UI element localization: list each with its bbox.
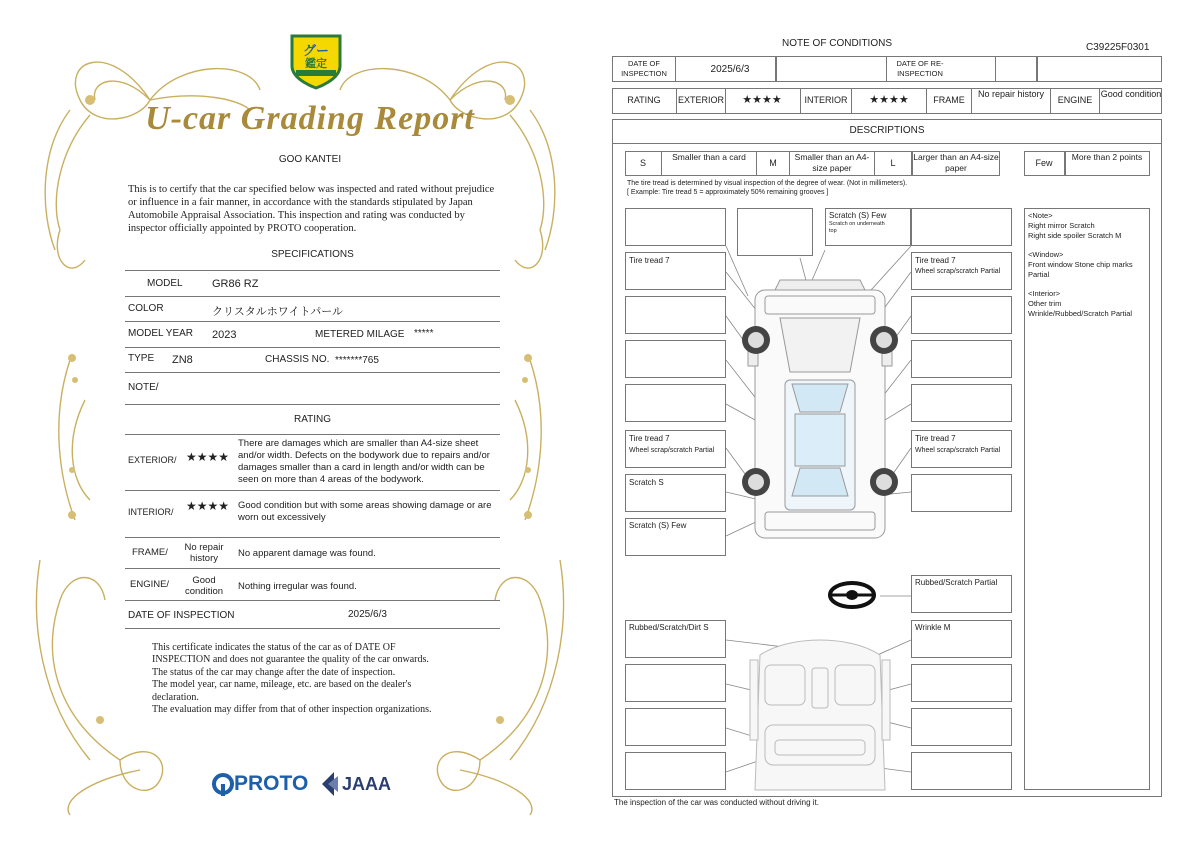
exterior-desc: There are damages which are smaller than A4-size sheet and/or width. Defects on the bodywork due to repairs and/or damages smaller than a card in length and/or width can be seen on more than 4 areas of the bodywork. <box>238 438 490 485</box>
box-int-l1 <box>625 664 726 702</box>
noc-footer: The inspection of the car was conducted without driving it. <box>614 798 819 807</box>
doi-label: DATE OF INSPECTION <box>128 610 235 621</box>
exterior-stars: ★★★★ <box>742 94 782 106</box>
proto-logo <box>212 770 322 798</box>
engine-label: ENGINE/ <box>130 579 170 590</box>
mileage-value: ***** <box>414 328 434 339</box>
frame-value: No repair history <box>184 542 224 564</box>
mileage-label: METERED MILAGE <box>315 329 405 340</box>
footer-disclaimer <box>152 642 482 716</box>
certify-text: This is to certify that the car specified below was inspected and rated without prejudice or influence in a fair manner, in accordance with the standards stipulated by Japan Automobile Appraisal Association. This inspection and rating was conducted by inspector officially appointed by PROTO cooperation. <box>128 184 495 234</box>
frame-desc: No apparent damage was found. <box>238 548 376 559</box>
engine-value: Good condition <box>1100 89 1162 99</box>
tire-note-1: The tire tread is determined by visual inspection of the degree of wear. (Not in millimeters). <box>627 180 908 187</box>
interior-stars: ★★★★ <box>186 499 230 513</box>
box-roof-top-text: Scratch (S) Few <box>829 211 887 220</box>
reinsp-label: DATE OF RE-INSPECTION <box>896 59 944 78</box>
noc-title: NOTE OF CONDITIONS <box>782 38 892 49</box>
box-int-l3 <box>625 752 726 790</box>
note-line: Other trim <box>1028 299 1062 308</box>
note-heading: <Window> <box>1028 250 1064 259</box>
jaaa-logo-text: JAAA <box>342 774 392 794</box>
notes-text <box>1028 211 1148 319</box>
noc-code: C39225F0301 <box>1086 42 1150 53</box>
box-dash-text: Rubbed/Scratch/Dirt S <box>629 623 709 632</box>
desc-heading: DESCRIPTIONS <box>849 125 925 136</box>
box-left-3 <box>625 296 726 334</box>
box-front-left-top <box>625 208 726 246</box>
interior-label: INTERIOR/ <box>128 507 174 517</box>
model-year-label: MODEL YEAR <box>128 328 194 339</box>
rating-label: RATING <box>627 95 661 105</box>
legend-value: More than 2 points <box>1071 152 1143 162</box>
chassis-label: CHASSIS NO. <box>265 354 330 365</box>
box-int-r1 <box>911 664 1012 702</box>
color-value: クリスタルホワイトパール <box>212 306 344 318</box>
color-label: COLOR <box>128 303 164 314</box>
model-year-value: 2023 <box>212 329 237 341</box>
tire-note-2: [ Example: Tire tread 5 = approximately 50% remaining grooves ] <box>627 189 829 196</box>
footer-line: The evaluation may differ from that of other inspection organizations. <box>152 704 432 716</box>
badge-top-text: グー <box>302 43 329 58</box>
proto-logo-text: PROTO <box>234 772 309 795</box>
box-right-rear <box>911 474 1012 512</box>
frame-value: No repair history <box>977 89 1045 99</box>
legend-key: S <box>639 158 646 168</box>
box-tire-rr-text: Tire tread 7 <box>915 434 956 443</box>
report-subtitle: GOO KANTEI <box>278 154 342 165</box>
box-int-r2 <box>911 708 1012 746</box>
goo-kantei-badge <box>288 30 344 90</box>
note-heading: <Note> <box>1028 211 1053 220</box>
spec-heading: SPECIFICATIONS <box>271 249 354 260</box>
badge-bottom-text: 鑑定 <box>305 58 327 70</box>
box-seat-r-text: Wrinkle M <box>915 623 951 632</box>
model-value: GR86 RZ <box>212 278 259 290</box>
note-line: Right mirror Scratch <box>1028 221 1095 230</box>
note-label: NOTE/ <box>128 382 159 393</box>
footer-line: declaration. <box>152 691 199 703</box>
footer-line: The model year, car name, mileage, etc. are based on the dealer's <box>152 679 412 691</box>
engine-label: ENGINE <box>1057 95 1093 105</box>
legend-value: Smaller than an A4-size paper <box>794 152 870 173</box>
box-left-4 <box>625 340 726 378</box>
doi-value: 2025/6/3 <box>710 64 750 75</box>
note-line: Right side spoiler Scratch M <box>1028 231 1122 240</box>
box-right-3 <box>911 296 1012 334</box>
rating-heading: RATING <box>293 414 332 425</box>
legend-key: Few <box>1035 158 1053 168</box>
exterior-label: EXTERIOR <box>677 95 724 105</box>
interior-label: INTERIOR <box>804 95 848 105</box>
footer-line: The status of the car may change after the date of inspection. <box>152 666 396 678</box>
footer-line: INSPECTION and does not guarantee the quality of the car onwards. <box>152 654 429 666</box>
frame-label: FRAME/ <box>132 547 168 558</box>
legend-value: Larger than an A4-size paper <box>913 152 999 173</box>
type-label: TYPE <box>128 353 155 364</box>
box-rear-s-text: Scratch S <box>629 478 664 487</box>
legend-key: M <box>769 158 777 168</box>
box-rear-few-text: Scratch (S) Few <box>629 521 687 530</box>
report-script-title: U-car Grading Report <box>145 100 475 137</box>
proto-mark-icon <box>212 772 234 796</box>
model-label: MODEL <box>147 278 183 289</box>
interior-stars: ★★★★ <box>869 94 909 106</box>
exterior-stars: ★★★★ <box>186 450 230 464</box>
box-steering-text: Rubbed/Scratch Partial <box>915 578 998 587</box>
doi-label: DATE OF INSPECTION <box>621 59 667 78</box>
note-line: Wrinkle/Rubbed/Scratch Partial <box>1028 309 1133 318</box>
box-tire-rl-sub: Wheel scrap/scratch Partial <box>629 447 715 454</box>
jaaa-logo <box>320 770 400 798</box>
box-tire-rr-sub: Wheel scrap/scratch Partial <box>915 447 1001 454</box>
box-front-right-top <box>911 208 1012 246</box>
chassis-value: *******765 <box>335 355 379 366</box>
frame-label: FRAME <box>933 95 965 105</box>
jaaa-mark-icon <box>320 771 340 797</box>
footer-line: This certificate indicates the status of the car as of DATE OF <box>152 642 396 653</box>
box-front-mid <box>737 208 813 256</box>
box-right-5 <box>911 384 1012 422</box>
steering-wheel-icon <box>830 583 874 607</box>
box-int-r3 <box>911 752 1012 790</box>
box-tire-fl-text: Tire tread 7 <box>629 256 670 265</box>
doi-value: 2025/6/3 <box>348 609 387 620</box>
box-left-5 <box>625 384 726 422</box>
legend-value: Smaller than a card <box>672 152 746 162</box>
engine-value: Good condition <box>184 575 224 597</box>
exterior-label: EXTERIOR/ <box>128 455 177 465</box>
interior-desc: Good condition but with some areas showing damage or are worn out excessively <box>238 500 492 523</box>
box-roof-top-sub: Scratch on underneath top <box>829 221 885 234</box>
note-heading: <Interior> <box>1028 289 1061 298</box>
box-right-4 <box>911 340 1012 378</box>
note-of-conditions <box>600 0 1200 848</box>
box-tire-rl-text: Tire tread 7 <box>629 434 670 443</box>
legend-key: L <box>890 158 896 168</box>
box-int-l2 <box>625 708 726 746</box>
engine-desc: Nothing irregular was found. <box>238 581 357 592</box>
box-tire-fr-text: Tire tread 7 <box>915 256 956 265</box>
note-line: Front window Stone chip marks Partial <box>1028 260 1133 279</box>
box-tire-fr-sub: Wheel scrap/scratch Partial <box>915 268 1001 275</box>
type-value: ZN8 <box>172 354 193 366</box>
